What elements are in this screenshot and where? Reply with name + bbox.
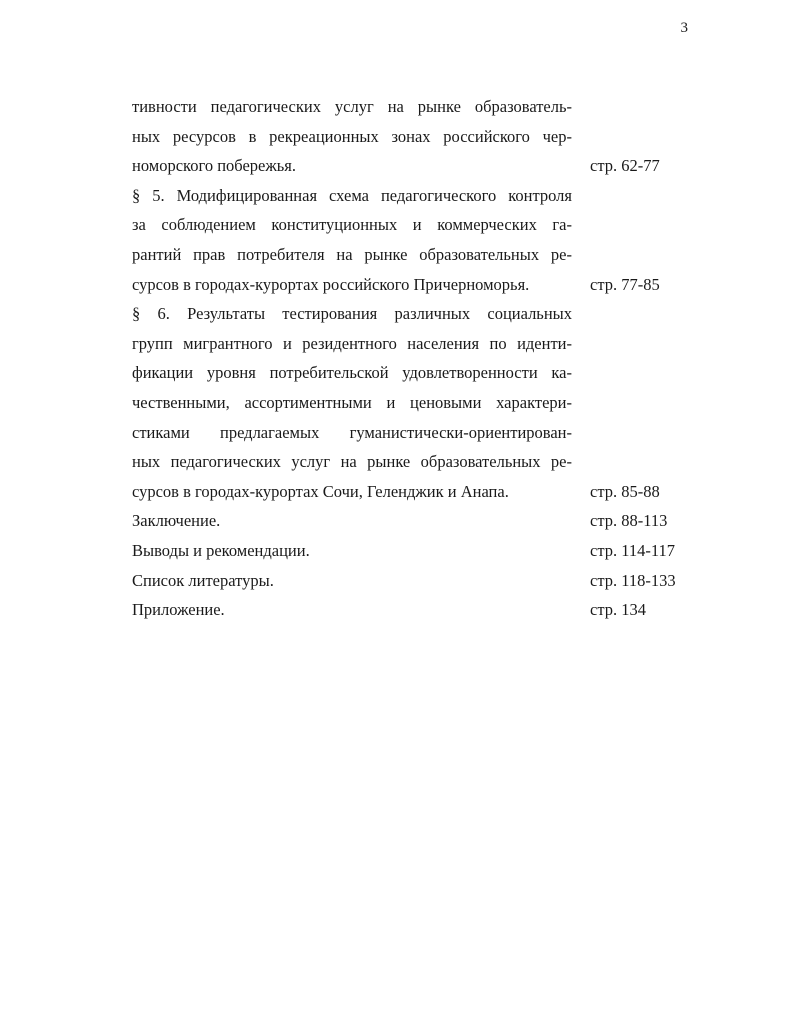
toc-line — [132, 358, 692, 388]
toc-line — [132, 122, 692, 152]
toc-line — [132, 270, 692, 300]
toc-entry-text: § 6. Результаты тестирования различных социальных — [132, 304, 572, 324]
toc-entry-text: § 5. Модифицированная схема педагогического контроля — [132, 185, 572, 205]
toc-entry-text: Заключение. — [132, 511, 221, 531]
toc-entry-text: чественными, ассортиментными и ценовыми характери- — [132, 392, 572, 412]
toc-line — [132, 181, 692, 211]
toc-page-ref: стр. 77-85 — [590, 274, 660, 294]
toc-page-ref: стр. 134 — [590, 600, 646, 620]
toc-line — [132, 477, 692, 507]
toc-line — [132, 447, 692, 477]
toc-entry-text: номорского побережья. — [132, 156, 296, 176]
toc-page-ref: стр. 118-133 — [590, 570, 676, 590]
toc-entry-text: Выводы и рекомендации. — [132, 540, 310, 560]
toc-line — [132, 595, 692, 625]
toc-line — [132, 299, 692, 329]
toc-line — [132, 240, 692, 270]
toc-entry-text: сурсов в городах-курортах российского Причерноморья. — [132, 274, 530, 294]
toc-entry-text: за соблюдением конституционных и коммерческих га- — [132, 215, 572, 235]
toc-page-ref: стр. 62-77 — [590, 156, 660, 176]
toc-entry-text: стиками предлагаемых гуманистически-ориентирован- — [132, 422, 572, 442]
toc-line — [132, 566, 692, 596]
toc-entry-text: Приложение. — [132, 600, 225, 620]
toc-line — [132, 388, 692, 418]
toc-entry-text: Список литературы. — [132, 570, 274, 590]
toc-page-ref: стр. 88-113 — [590, 511, 668, 531]
toc-entry-text: групп мигрантного и резидентного населения по иденти- — [132, 333, 572, 353]
toc-entry-text: фикации уровня потребительской удовлетворенности ка- — [132, 363, 572, 383]
toc-line — [132, 92, 692, 122]
toc-entry-text: тивности педагогических услуг на рынке образователь- — [132, 97, 572, 116]
toc-line — [132, 329, 692, 359]
toc-page-ref: стр. 114-117 — [590, 540, 676, 560]
toc-page-ref: стр. 85-88 — [590, 481, 660, 501]
toc-entry-text: рантий прав потребителя на рынке образовательных ре- — [132, 244, 572, 264]
toc-entry-text: сурсов в городах-курортах Сочи, Геленджик и Анапа. — [132, 481, 509, 501]
page-number: 3 — [680, 20, 688, 36]
toc-entry-text: ных ресурсов в рекреационных зонах российского чер- — [132, 126, 572, 146]
toc-line — [132, 536, 692, 566]
table-of-contents — [132, 92, 692, 625]
toc-line — [132, 418, 692, 448]
toc-line — [132, 151, 692, 181]
toc-line — [132, 210, 692, 240]
toc-line — [132, 506, 692, 536]
toc-entry-text: ных педагогических услуг на рынке образовательных ре- — [132, 452, 572, 472]
